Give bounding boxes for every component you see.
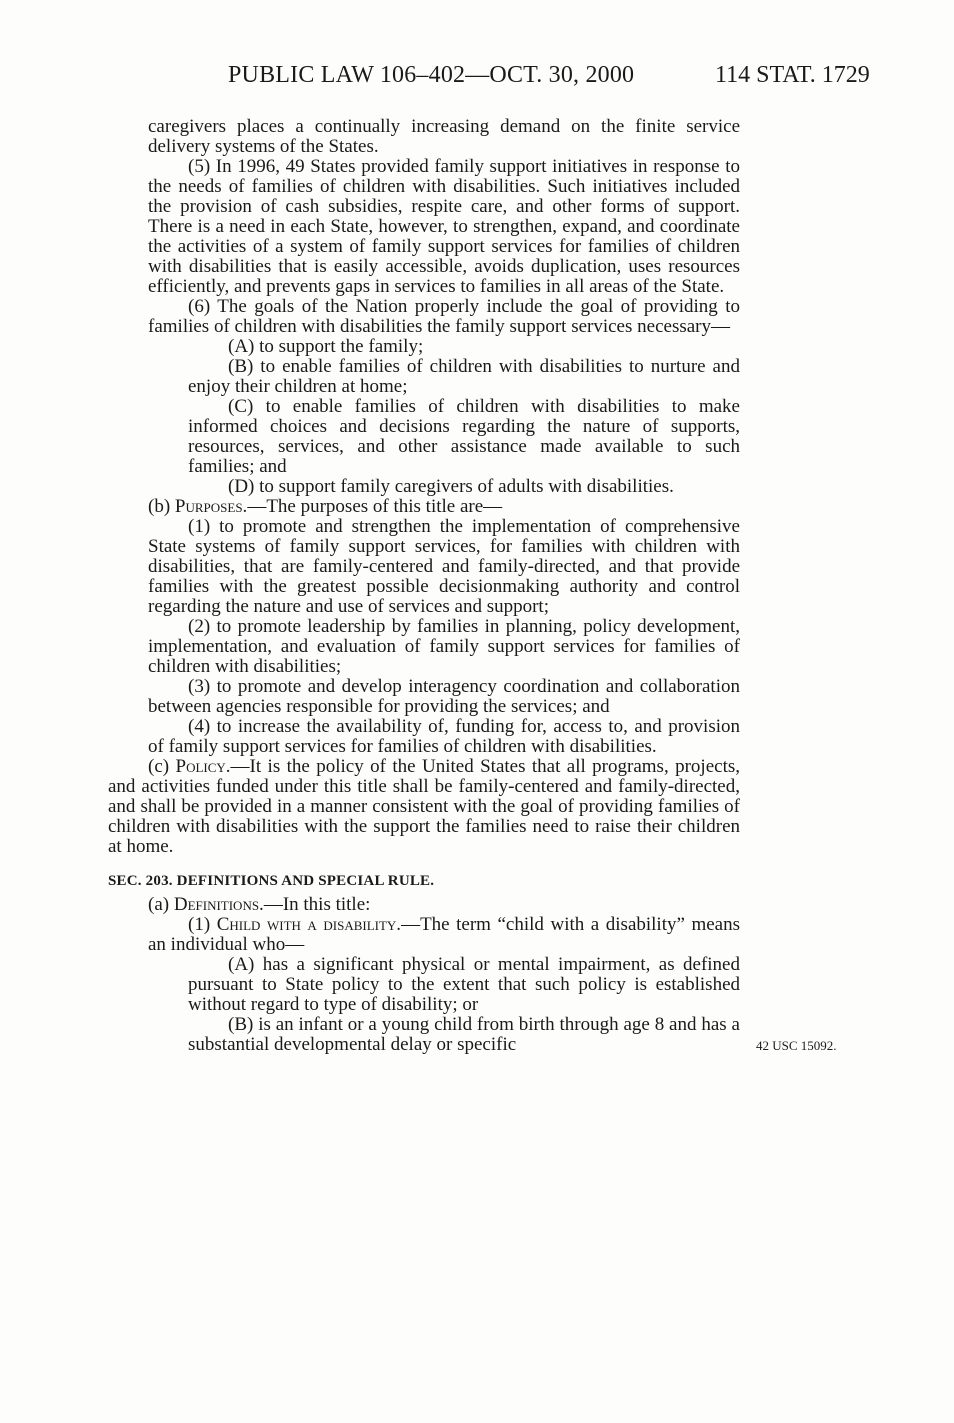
subsection-c-label: (c) (148, 756, 176, 777)
paragraph-b2: (2) to promote leadership by families in planning, policy development, implementation, and evaluation of family support services for families of children with disabilities; (148, 616, 740, 677)
subsection-a-label: (a) (148, 894, 174, 915)
page-header-stat: 114 STAT. 1729 (715, 62, 870, 88)
subsection-b-label: (b) (148, 496, 175, 517)
paragraph-6b: (B) to enable families of children with disabilities to nurture and enjoy their children at home; (188, 356, 740, 397)
paragraph-5: (5) In 1996, 49 States provided family support initiatives in response to the needs of families of children with disabilities. Such initiatives included the provision of cash subsidies, respite care, and other forms of support. There is a need in each State, however, to strengthen, expand, and coordinate the activities of a system of family support services for families of children with disabilities that is easily accessible, avoids duplication, uses resources efficiently, and prevents gaps in services to families in all areas of the State. (148, 156, 740, 297)
paragraph-6c: (C) to enable families of children with disabilities to make informed choices and decisions regarding the nature of supports, resources, services, and other assistance made available to such families; and (188, 396, 740, 477)
paragraph-continuation: caregivers places a continually increasing demand on the finite service delivery systems of the States. (148, 116, 740, 157)
paragraph-a1 (148, 915, 740, 955)
paragraph-b1: (1) to promote and strengthen the implementation of comprehensive State systems of family support services, for families with children with disabilities, that are family-centered and family-directed, and that provide families with the greatest possible decisionmaking authority and control regarding the nature and use of services and support; (148, 516, 740, 617)
section-heading: SEC. 203. DEFINITIONS AND SPECIAL RULE. (108, 873, 435, 889)
paragraph-a1-heading: Child with a disability. (216, 914, 402, 935)
paragraph-6d: (D) to support family caregivers of adults with disabilities. (228, 476, 674, 497)
page-header-title: PUBLIC LAW 106–402—OCT. 30, 2000 (228, 62, 635, 88)
subsection-a (148, 895, 740, 915)
paragraph-a1-text: —The term “child with a disability” means an individual who— (148, 914, 741, 955)
subsection-a-heading: Definitions. (173, 894, 264, 915)
subsection-b (148, 497, 740, 517)
subsection-c (108, 757, 740, 857)
margin-citation: 42 USC 15092. (756, 1038, 837, 1053)
paragraph-6a: (A) to support the family; (228, 336, 424, 357)
subsection-b-heading: Purposes. (174, 496, 248, 517)
document-body (108, 116, 741, 1055)
paragraph-a1-label: (1) (188, 914, 217, 935)
subsection-a-text: —In this title: (263, 894, 371, 915)
paragraph-6: (6) The goals of the Nation properly include the goal of providing to families of children with disabilities the family support services necessary— (148, 296, 740, 337)
paragraph-b3: (3) to promote and develop interagency coordination and collaboration between agencies responsible for providing the services; and (148, 676, 740, 717)
paragraph-a1B: (B) is an infant or a young child from birth through age 8 and has a substantial developmental delay or specific (188, 1014, 740, 1055)
paragraph-a1A: (A) has a significant physical or mental impairment, as defined pursuant to State policy to the extent that such policy is established without regard to type of disability; or (188, 954, 740, 1015)
subsection-c-heading: Policy. (175, 756, 231, 777)
subsection-c-text: —It is the policy of the United States that all programs, projects, and activities funded under this title shall be family-centered and family-directed, and shall be provided in a manner consistent with the goal of providing families of children with disabilities with the support the families need to raise their children at home. (108, 756, 740, 857)
subsection-b-text: —The purposes of this title are— (247, 496, 503, 517)
paragraph-b4: (4) to increase the availability of, funding for, access to, and provision of family support services for families of children with disabilities. (148, 716, 740, 757)
